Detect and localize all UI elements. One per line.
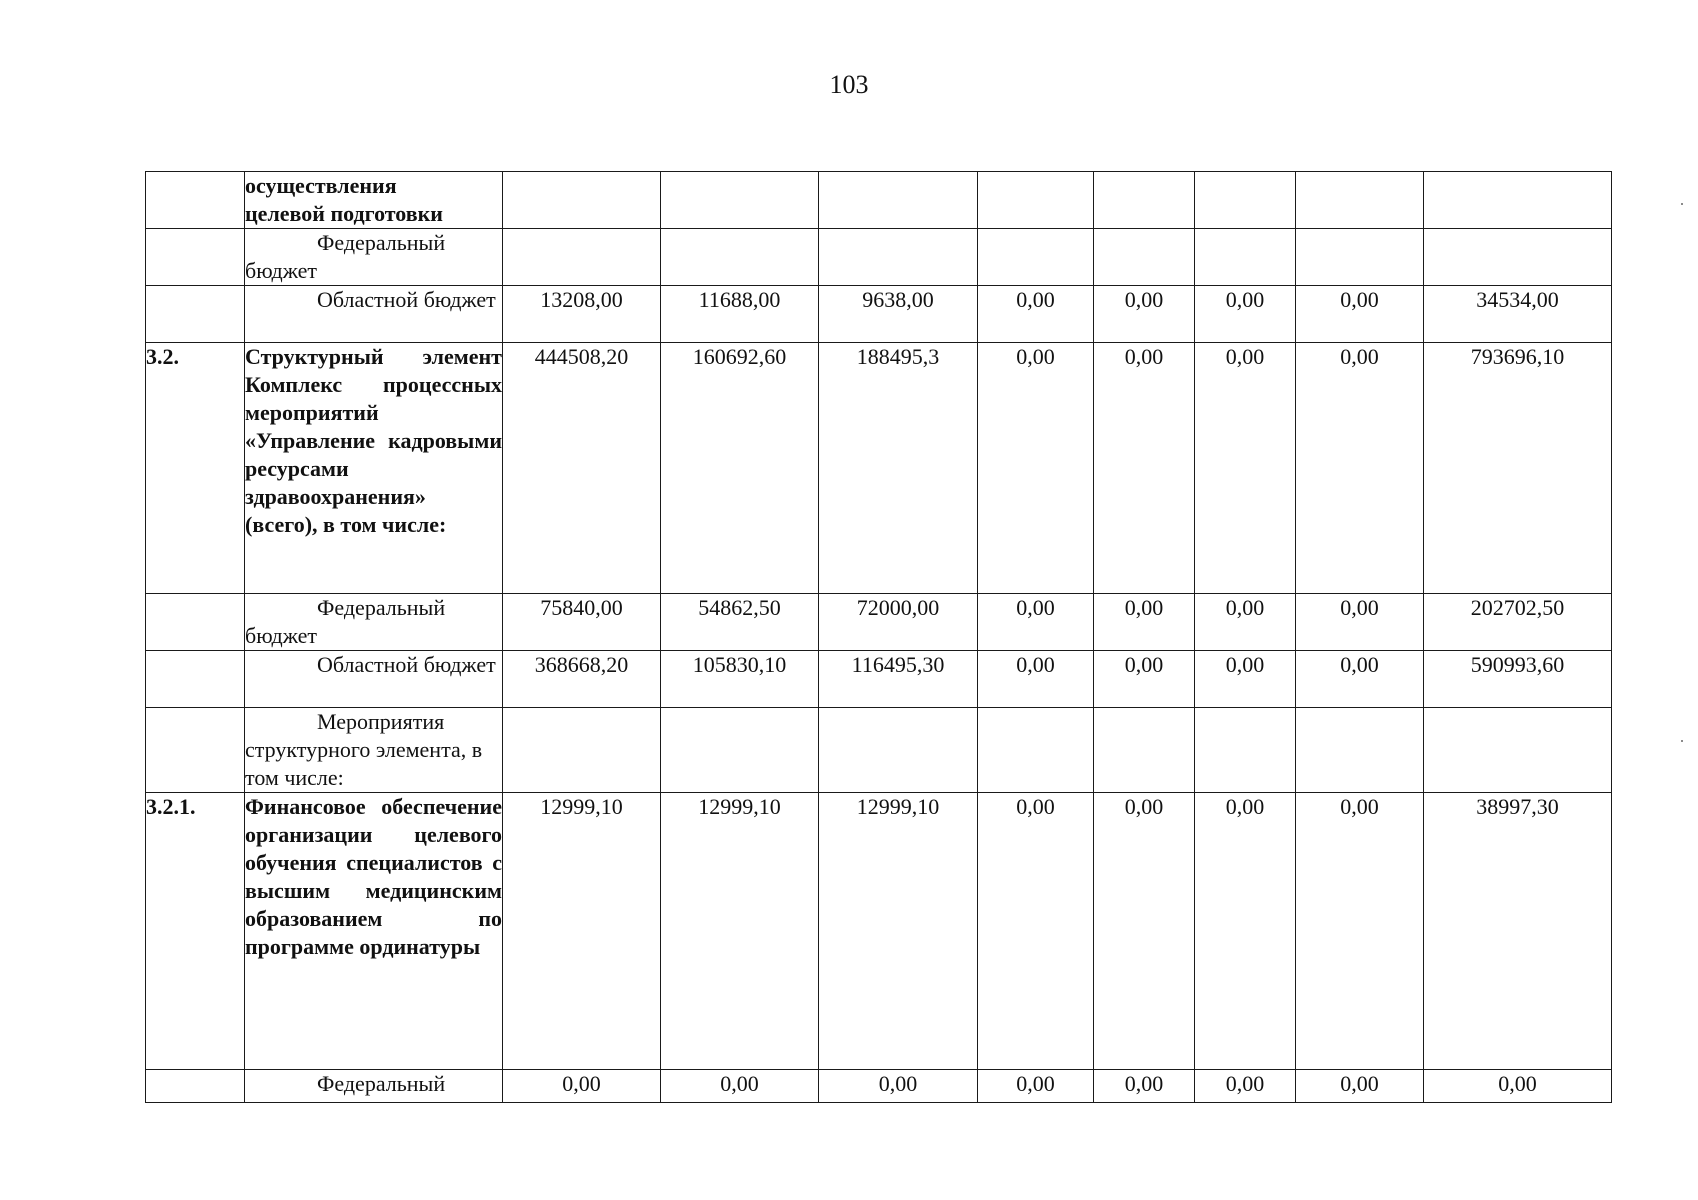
row-name-text: Областной бюджет <box>317 287 496 312</box>
year-value: 0,00 <box>978 343 1094 594</box>
year-value: 444508,20 <box>503 343 661 594</box>
row-number <box>146 651 245 708</box>
table-row <box>146 1070 1612 1103</box>
year-value: 0,00 <box>1094 793 1195 1070</box>
year-value: 9638,00 <box>819 286 978 343</box>
row-name <box>245 286 503 343</box>
year-value: 0,00 <box>1195 651 1296 708</box>
row-number <box>146 708 245 793</box>
total-value: 0,00 <box>1424 1070 1612 1103</box>
row-number <box>146 594 245 651</box>
table-row <box>146 651 1612 708</box>
year-value: 12999,10 <box>819 793 978 1070</box>
row-number <box>146 286 245 343</box>
year-value: 0,00 <box>1195 343 1296 594</box>
budget-table <box>145 171 1612 1103</box>
year-value: 12999,10 <box>661 793 819 1070</box>
row-number <box>146 172 245 229</box>
row-number <box>146 229 245 286</box>
year-value <box>1195 229 1296 286</box>
year-value <box>819 708 978 793</box>
year-value: 188495,3 <box>819 343 978 594</box>
total-value <box>1424 229 1612 286</box>
year-value: 0,00 <box>1296 594 1424 651</box>
year-value: 12999,10 <box>503 793 661 1070</box>
year-value: 0,00 <box>1094 286 1195 343</box>
total-value <box>1424 172 1612 229</box>
year-value: 105830,10 <box>661 651 819 708</box>
year-value: 0,00 <box>1296 793 1424 1070</box>
row-name-text: осуществления <box>245 173 397 198</box>
year-value: 0,00 <box>819 1070 978 1103</box>
year-value: 0,00 <box>978 1070 1094 1103</box>
year-value <box>503 708 661 793</box>
year-value <box>661 229 819 286</box>
year-value: 0,00 <box>978 594 1094 651</box>
year-value: 0,00 <box>1094 651 1195 708</box>
year-value <box>978 172 1094 229</box>
year-value: 0,00 <box>1094 594 1195 651</box>
table-row <box>146 286 1612 343</box>
year-value <box>503 229 661 286</box>
row-name-text: Финансовое обеспечение организации целевого обучения специалистов с высшим медицинским образованием по программе ординатуры <box>245 794 502 959</box>
page-number: 103 <box>829 70 869 99</box>
row-name-text: целевой подготовки <box>245 201 443 226</box>
row-name <box>245 651 503 708</box>
year-value: 0,00 <box>1094 343 1195 594</box>
year-value: 0,00 <box>1296 286 1424 343</box>
table-row <box>146 343 1612 594</box>
year-value: 54862,50 <box>661 594 819 651</box>
year-value <box>1195 708 1296 793</box>
table-row <box>146 708 1612 793</box>
year-value <box>1296 172 1424 229</box>
row-name <box>245 1070 503 1103</box>
row-number <box>146 1070 245 1103</box>
row-name-text: Мероприятия структурного элемента, в том числе: <box>245 709 483 790</box>
year-value <box>1195 172 1296 229</box>
year-value: 0,00 <box>978 793 1094 1070</box>
year-value: 160692,60 <box>661 343 819 594</box>
row-name <box>245 343 503 594</box>
total-value: 590993,60 <box>1424 651 1612 708</box>
table-body <box>146 172 1612 1103</box>
year-value: 116495,30 <box>819 651 978 708</box>
table-row <box>146 594 1612 651</box>
year-value <box>819 172 978 229</box>
total-value: 34534,00 <box>1424 286 1612 343</box>
year-value: 368668,20 <box>503 651 661 708</box>
year-value <box>661 708 819 793</box>
total-value: 793696,10 <box>1424 343 1612 594</box>
table-row <box>146 229 1612 286</box>
year-value: 0,00 <box>1296 1070 1424 1103</box>
year-value <box>1094 172 1195 229</box>
total-value: 202702,50 <box>1424 594 1612 651</box>
scan-speck <box>1681 203 1683 205</box>
year-value <box>503 172 661 229</box>
year-value: 72000,00 <box>819 594 978 651</box>
year-value <box>1094 229 1195 286</box>
year-value: 0,00 <box>1094 1070 1195 1103</box>
year-value: 0,00 <box>661 1070 819 1103</box>
row-number: 3.2.1. <box>146 793 245 1070</box>
year-value: 0,00 <box>1296 651 1424 708</box>
row-number: 3.2. <box>146 343 245 594</box>
year-value <box>978 708 1094 793</box>
row-name-text: Областной бюджет <box>317 652 496 677</box>
year-value: 0,00 <box>1195 1070 1296 1103</box>
row-name-text: Федеральный бюджет <box>245 230 446 283</box>
row-name <box>245 172 503 229</box>
row-name-text: Структурный элемент Комплекс процессных мероприятий «Управление кадровыми ресурсами здравоохранения» (всего), в том числе: <box>245 344 502 537</box>
row-name <box>245 793 503 1070</box>
row-name <box>245 594 503 651</box>
year-value: 0,00 <box>1195 594 1296 651</box>
year-value <box>819 229 978 286</box>
year-value <box>978 229 1094 286</box>
row-name <box>245 229 503 286</box>
table-row <box>146 172 1612 229</box>
year-value: 13208,00 <box>503 286 661 343</box>
year-value <box>1296 708 1424 793</box>
year-value <box>1094 708 1195 793</box>
scan-speck <box>1681 740 1683 742</box>
total-value: 38997,30 <box>1424 793 1612 1070</box>
year-value: 0,00 <box>1195 286 1296 343</box>
year-value: 0,00 <box>1296 343 1424 594</box>
row-name-text: Федеральный <box>317 1071 446 1096</box>
table-row <box>146 793 1612 1070</box>
year-value <box>661 172 819 229</box>
year-value: 0,00 <box>978 651 1094 708</box>
year-value: 0,00 <box>1195 793 1296 1070</box>
year-value <box>1296 229 1424 286</box>
year-value: 0,00 <box>978 286 1094 343</box>
row-name-text: Федеральный бюджет <box>245 595 446 648</box>
year-value: 75840,00 <box>503 594 661 651</box>
total-value <box>1424 708 1612 793</box>
year-value: 11688,00 <box>661 286 819 343</box>
row-name <box>245 708 503 793</box>
year-value: 0,00 <box>503 1070 661 1103</box>
